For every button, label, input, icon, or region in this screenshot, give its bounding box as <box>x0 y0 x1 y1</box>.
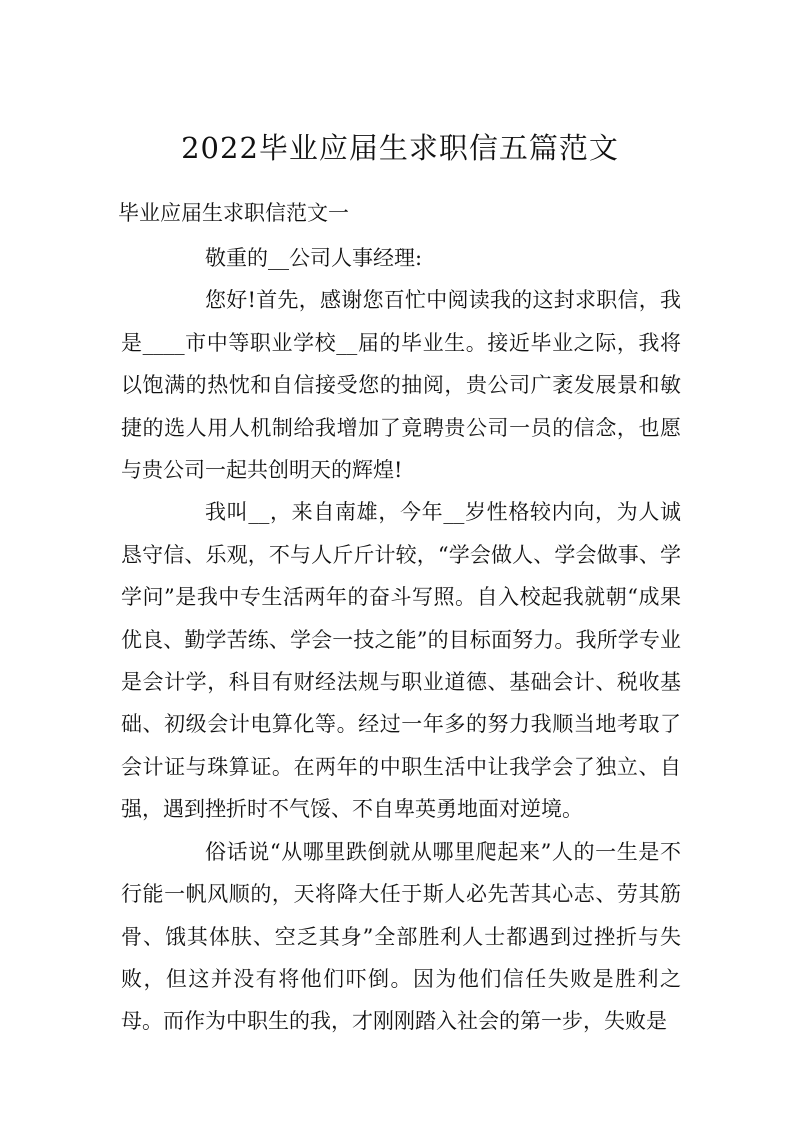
paragraph-introduction: 我叫__，来自南雄，今年__岁性格较内向，为人诚恳守信、乐观，不与人斤斤计较，“学会做人、学会做事、学学问”是我中专生活两年的奋斗写照。自入校起我就朝“成果优良、勤学苦练、学会一技之能”的目标面努力。我所学专业是会计学，科目有财经法规与职业道德、基础会计、税收基础、初级会计电算化等。经过一年多的努力我顺当地考取了会计证与珠算证。在两年的中职生活中让我学会了独立、自强，遇到挫折时不气馁、不自卑英勇地面对逆境。 <box>121 500 681 822</box>
document-title: 2022毕业应届生求职信五篇范文 <box>181 131 619 165</box>
section-heading: 毕业应届生求职信范文一 <box>118 201 349 225</box>
letter-salutation: 敬重的__公司人事经理: <box>205 246 423 270</box>
letter-body <box>121 237 681 1043</box>
paragraph-greeting: 您好!首先，感谢您百忙中阅读我的这封求职信，我是____市中等职业学校__届的毕业生。接近毕业之际，我将以饱满的热忱和自信接受您的抽阅，贵公司广袤发展景和敏捷的选人用人机制给我增加了竟聘贵公司一员的信念，也愿与贵公司一起共创明天的辉煌! <box>121 288 681 483</box>
paragraph-perseverance: 俗话说“从哪里跌倒就从哪里爬起来”人的一生是不行能一帆风顺的，天将降大任于斯人必先苦其心志、劳其筋骨、饿其体肤、空乏其身”全部胜利人士都遇到过挫折与失败，但这并没有将他们吓倒。因为他们信任失败是胜利之母。而作为中职生的我，才刚刚踏入社会的第一步，失败是 <box>121 839 681 1034</box>
